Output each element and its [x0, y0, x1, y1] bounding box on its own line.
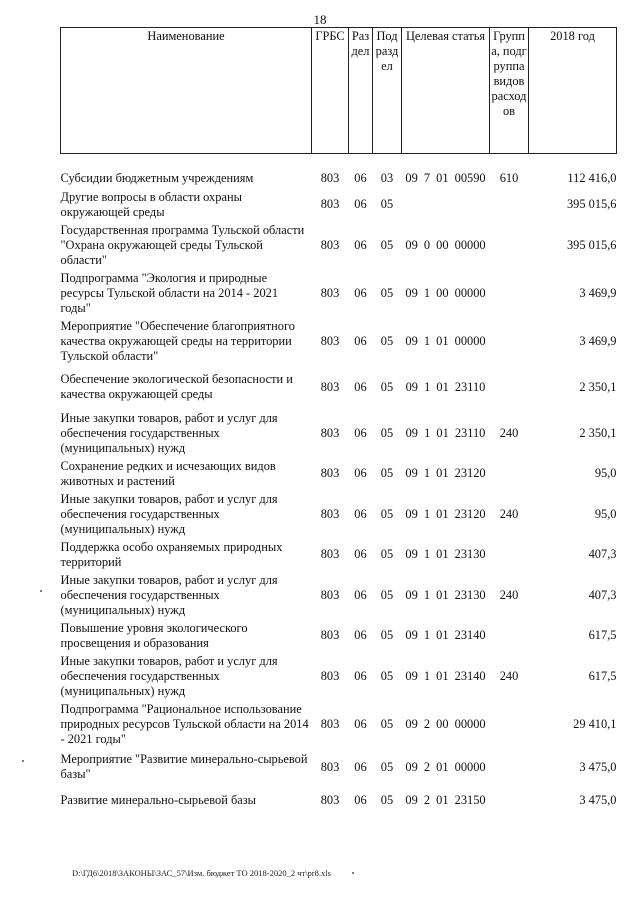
row-podrazdel: 05: [380, 759, 394, 774]
row-name: Повышение уровня экологического просвещения и образования: [60, 620, 248, 650]
row-podrazdel: 05: [380, 379, 394, 394]
row-razdel: 06: [354, 333, 367, 348]
row-target-article: 09 1 01 23120: [405, 506, 486, 521]
row-expense-group: [490, 538, 529, 571]
row-amount-2018: 407,3: [588, 547, 617, 561]
table-row: [61, 168, 617, 188]
table-row: [61, 457, 617, 490]
row-name: Развитие минерально-сырьевой базы: [60, 792, 256, 807]
row-target-article: 09 1 01 23140: [405, 628, 486, 642]
row-razdel: 06: [354, 379, 367, 394]
row-name: Мероприятие "Развитие минерально-сырьевой базы": [60, 752, 308, 781]
row-amount-2018: 395 015,6: [566, 237, 617, 252]
table-row: [61, 365, 617, 409]
row-grbs: 803: [320, 379, 340, 394]
row-name: Другие вопросы в области охраны окружающей среды: [60, 189, 242, 219]
row-razdel: 06: [354, 237, 367, 252]
row-name: Государственная программа Тульской области "Охрана окружающей среды Тульской области": [60, 222, 305, 267]
header-razdel: Раздел: [349, 28, 373, 154]
row-podrazdel: 05: [380, 587, 394, 602]
row-expense-group: [490, 221, 529, 269]
row-amount-2018: 3 469,9: [579, 285, 617, 300]
row-grbs: 803: [320, 547, 340, 561]
scan-speck: [22, 760, 24, 762]
row-expense-group: [490, 700, 529, 748]
row-grbs: 803: [320, 237, 340, 252]
row-podrazdel: 05: [380, 285, 394, 300]
row-razdel: 06: [354, 170, 367, 185]
row-amount-2018: 395 015,6: [566, 197, 617, 211]
row-amount-2018: 3 475,0: [579, 759, 617, 774]
row-grbs: 803: [320, 587, 340, 602]
row-amount-2018: 95,0: [594, 466, 617, 480]
row-amount-2018: 3 475,0: [579, 792, 617, 807]
row-razdel: 06: [354, 506, 367, 521]
table-row: [61, 490, 617, 538]
row-podrazdel: 05: [380, 792, 394, 807]
row-expense-group: [490, 365, 529, 409]
row-name: Подпрограмма "Экология и природные ресурсы Тульской области на 2014 - 2021 годы": [60, 270, 279, 315]
row-name: Субсидии бюджетным учреждениям: [60, 170, 254, 185]
row-name: Мероприятие "Обеспечение благоприятного качества окружающей среды на территории Тульской области": [60, 318, 295, 363]
row-razdel: 06: [354, 547, 367, 561]
row-podrazdel: 05: [380, 668, 394, 683]
row-target-article: 09 7 01 00590: [405, 170, 486, 185]
table-row: [61, 269, 617, 317]
header-group: Группа, подгруппа видов расходов: [490, 28, 529, 154]
table-row: [61, 571, 617, 619]
table-row: [61, 619, 617, 652]
row-target-article: 09 0 00 00000: [405, 237, 486, 252]
row-razdel: 06: [354, 716, 367, 731]
row-razdel: 06: [354, 628, 367, 642]
row-amount-2018: 95,0: [594, 506, 617, 521]
row-name: Иные закупки товаров, работ и услуг для обеспечения государственных (муниципальных) нужд: [60, 572, 278, 617]
row-amount-2018: 112 416,0: [567, 170, 617, 185]
table-row: [61, 188, 617, 221]
table-row: [61, 700, 617, 748]
row-grbs: 803: [320, 197, 340, 211]
row-grbs: 803: [320, 628, 340, 642]
table-row: [61, 221, 617, 269]
row-podrazdel: 05: [380, 506, 394, 521]
table-row: [61, 786, 617, 814]
row-name: Иные закупки товаров, работ и услуг для обеспечения государственных (муниципальных) нужд: [60, 653, 278, 698]
row-grbs: 803: [320, 668, 340, 683]
row-razdel: 06: [354, 466, 367, 480]
row-amount-2018: 617,5: [588, 668, 617, 683]
row-target-article: 09 1 01 23140: [405, 668, 486, 683]
row-amount-2018: 617,5: [588, 628, 617, 642]
row-target-article: 09 2 01 23150: [405, 792, 486, 807]
row-grbs: 803: [320, 333, 340, 348]
row-expense-group: 240: [499, 425, 519, 440]
row-razdel: 06: [354, 792, 367, 807]
row-podrazdel: 05: [380, 716, 394, 731]
header-grbs: ГРБС: [312, 28, 349, 154]
row-podrazdel: 05: [380, 237, 394, 252]
footer-file-path: D:\ГД6\2018\ЗАКОНЫ\ЗАС_57\Изм. бюджет ТО 2018-2020_2 чт\pr8.xls: [72, 868, 331, 878]
row-name: Иные закупки товаров, работ и услуг для обеспечения государственных (муниципальных) нужд: [60, 410, 278, 455]
row-target-article: [402, 188, 490, 221]
row-expense-group: [490, 619, 529, 652]
row-grbs: 803: [320, 506, 340, 521]
row-target-article: 09 1 01 00000: [405, 333, 486, 348]
header-year: 2018 год: [529, 28, 617, 154]
row-podrazdel: 05: [380, 425, 394, 440]
page-number: 18: [313, 12, 327, 27]
row-expense-group: 240: [499, 587, 519, 602]
scan-speck: [40, 590, 42, 592]
row-amount-2018: 3 469,9: [579, 333, 617, 348]
row-expense-group: [490, 457, 529, 490]
row-expense-group: [490, 188, 529, 221]
header-target: Целевая статья: [402, 28, 490, 154]
row-podrazdel: 05: [380, 628, 394, 642]
row-target-article: 09 1 01 23130: [405, 587, 486, 602]
row-target-article: 09 1 01 23130: [405, 547, 486, 561]
row-expense-group: [490, 786, 529, 814]
row-razdel: 06: [354, 587, 367, 602]
row-grbs: 803: [320, 792, 340, 807]
row-name: Подпрограмма "Рациональное использование природных ресурсов Тульской области на 2014 - 2021 годы": [60, 701, 309, 746]
table-row: [61, 409, 617, 457]
row-expense-group: 240: [499, 506, 519, 521]
row-name: Поддержка особо охраняемых природных территорий: [60, 539, 283, 569]
table-row: [61, 538, 617, 571]
row-grbs: 803: [320, 170, 340, 185]
row-expense-group: [490, 269, 529, 317]
row-target-article: 09 1 01 23120: [405, 466, 486, 480]
row-grbs: 803: [320, 285, 340, 300]
row-podrazdel: 03: [380, 170, 394, 185]
row-grbs: 803: [320, 466, 340, 480]
row-expense-group: [490, 748, 529, 786]
row-name: Сохранение редких и исчезающих видов животных и растений: [60, 458, 276, 488]
row-target-article: 09 2 01 00000: [405, 759, 486, 774]
budget-table: [60, 27, 617, 814]
row-target-article: 09 1 01 23110: [405, 379, 486, 394]
row-razdel: 06: [354, 425, 367, 440]
row-target-article: 09 1 01 23110: [405, 425, 486, 440]
row-razdel: 06: [354, 197, 367, 211]
table-row: [61, 652, 617, 700]
row-grbs: 803: [320, 425, 340, 440]
table-header-row: [61, 28, 617, 154]
row-podrazdel: 05: [380, 547, 394, 561]
row-razdel: 06: [354, 285, 367, 300]
row-target-article: 09 2 00 00000: [405, 716, 486, 731]
row-podrazdel: 05: [380, 466, 394, 480]
table-row: [61, 317, 617, 365]
row-expense-group: 610: [499, 170, 519, 185]
row-expense-group: [490, 317, 529, 365]
scan-speck: [352, 872, 354, 874]
row-razdel: 06: [354, 668, 367, 683]
row-podrazdel: 05: [380, 197, 394, 211]
row-expense-group: 240: [499, 668, 519, 683]
row-name: Иные закупки товаров, работ и услуг для обеспечения государственных (муниципальных) нужд: [60, 491, 278, 536]
header-name: Наименование: [61, 28, 312, 154]
row-grbs: 803: [320, 759, 340, 774]
row-target-article: 09 1 00 00000: [405, 285, 486, 300]
row-grbs: 803: [320, 716, 340, 731]
row-podrazdel: 05: [380, 333, 394, 348]
row-amount-2018: 29 410,1: [573, 716, 617, 731]
table-row: [61, 748, 617, 786]
row-razdel: 06: [354, 759, 367, 774]
row-amount-2018: 2 350,1: [579, 425, 617, 440]
row-name: Обеспечение экологической безопасности и качества окружающей среды: [60, 372, 293, 401]
header-podrazdel: Подраздел: [373, 28, 402, 154]
row-amount-2018: 2 350,1: [579, 379, 617, 394]
row-amount-2018: 407,3: [588, 587, 617, 602]
